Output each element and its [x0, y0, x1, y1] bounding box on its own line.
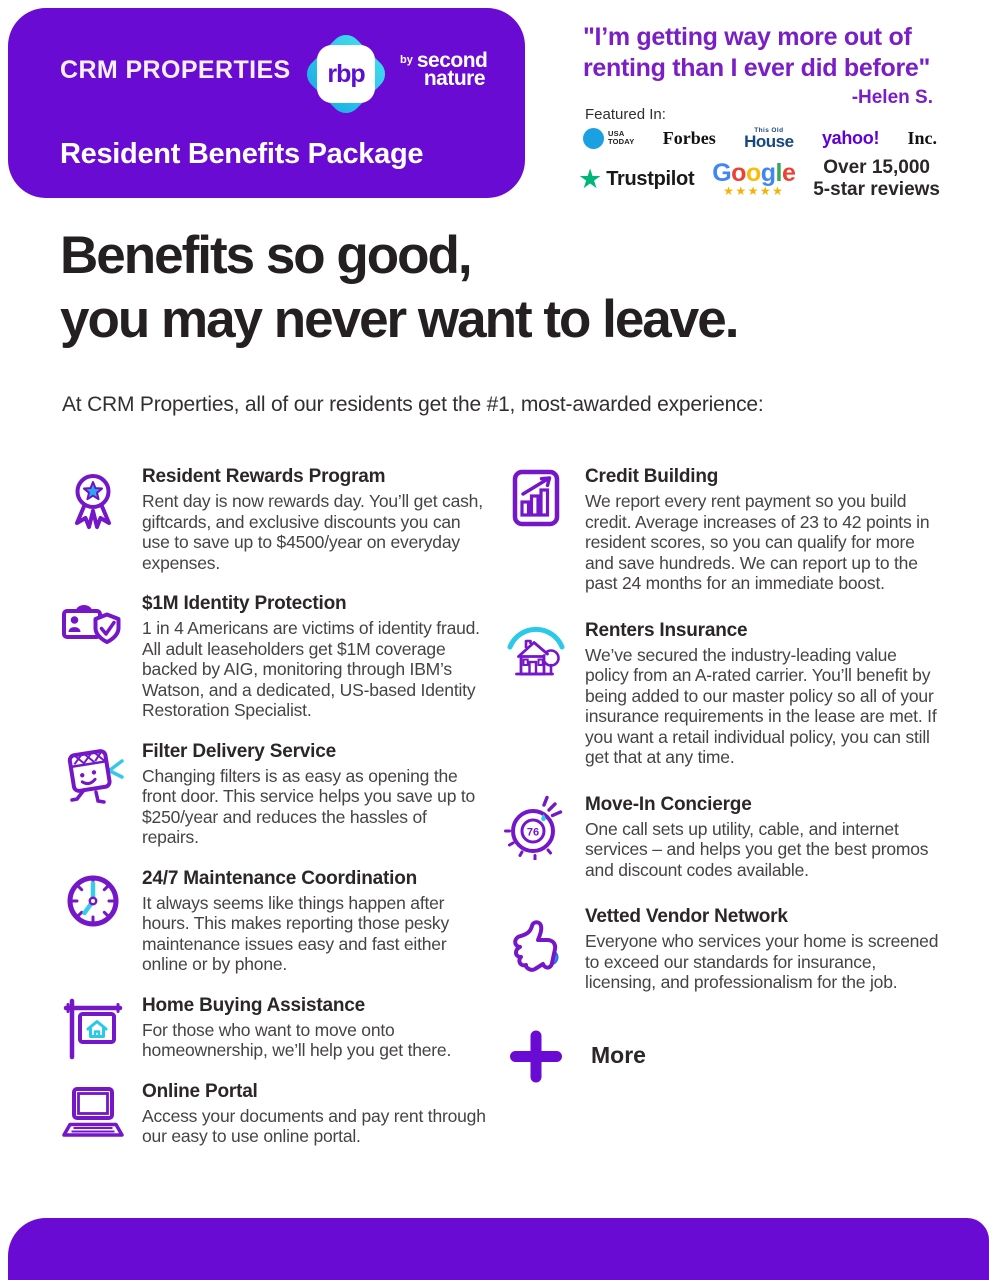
- benefit-item-identity-protection: [60, 593, 488, 721]
- benefit-desc: For those who want to move onto homeownership, we’ll help you get there.: [142, 1019, 452, 1060]
- benefit-title: Resident Rewards Program: [142, 466, 386, 487]
- benefit-item-resident-rewards: [60, 466, 488, 573]
- benefit-title: 24/7 Maintenance Coordination: [142, 867, 418, 889]
- google-letter: e: [781, 159, 796, 187]
- usa-today-logo: [583, 128, 634, 149]
- reviews-row: [578, 156, 940, 202]
- usa-today-line-2: TODAY: [608, 137, 635, 146]
- google-letter: o: [731, 159, 746, 187]
- more-benefits-row: [503, 1023, 939, 1089]
- testimonial-quote: [583, 22, 939, 109]
- benefit-title: Move-In Concierge: [585, 793, 752, 815]
- benefit-desc: Rent day is now rewards day. You’ll get cash, giftcards, and exclusive discounts you can use to save up to $4500/year on everyday expenses.: [142, 491, 483, 573]
- home-sign-icon: [60, 995, 126, 1061]
- review-count: [813, 157, 940, 201]
- benefit-title: Credit Building: [585, 466, 719, 487]
- svg-text:76: 76: [526, 826, 540, 838]
- rbp-badge: [317, 45, 375, 103]
- benefits-column-right: [503, 466, 939, 1089]
- second-nature-wordmark: [416, 49, 488, 90]
- benefit-title: Filter Delivery Service: [142, 740, 336, 762]
- brand-line-2: nature: [423, 67, 486, 90]
- benefit-desc: We’ve secured the industry-leading value policy from an A-rated carrier. You’ll benefit by being added to our master policy so all of your insurance requirements in the lease are met. If you want a retail individual policy, you can still get that at any time.: [585, 644, 937, 767]
- benefits-column-left: [60, 466, 488, 1147]
- benefit-item-renters-insurance: [503, 620, 939, 768]
- google-wordmark: [712, 161, 795, 185]
- benefit-title: Home Buying Assistance: [142, 994, 365, 1016]
- benefit-item-online-portal: [60, 1081, 488, 1147]
- benefit-desc: 1 in 4 Americans are victims of identity fraud. All adult leaseholders get $1M coverage backed by AIG, monitoring through IBM’s Watson, and a dedicated, US-based Identity Restoration Specialist.: [142, 618, 480, 720]
- benefit-item-move-in-concierge: [503, 794, 939, 881]
- benefit-item-home-buying: [60, 995, 488, 1061]
- package-title: Resident Benefits Package: [60, 138, 424, 170]
- header-card: [8, 8, 525, 198]
- thumbs-up-icon: [503, 906, 569, 972]
- more-label: More: [591, 1042, 646, 1068]
- benefit-title: $1M Identity Protection: [142, 593, 347, 614]
- headline-line-1: Benefits so good,: [60, 226, 471, 285]
- benefit-desc: It always seems like things happen after hours. This makes reporting those pesky maintenance issues easy and fast either online or by phone.: [142, 892, 450, 974]
- quote-line-1: "I’m getting way more out of: [583, 23, 912, 51]
- rbp-logo: [300, 28, 392, 120]
- benefit-item-credit-building: [503, 466, 939, 594]
- google-letter: o: [745, 159, 761, 187]
- google-letter: g: [760, 159, 776, 187]
- insured-house-icon: [503, 620, 569, 686]
- usa-today-circle-icon: [583, 128, 604, 149]
- benefit-item-maintenance: [60, 868, 488, 975]
- rbp-logo-text: rbp: [327, 59, 365, 88]
- quote-attribution: -Helen S.: [851, 87, 933, 108]
- benefit-desc: Changing filters is as easy as opening the front door. This service helps you save up to $250/year and reduces the hassles of repairs.: [142, 765, 476, 847]
- thermostat-icon: [503, 794, 569, 860]
- credit-chart-icon: [503, 466, 569, 532]
- usa-today-text: [608, 130, 634, 146]
- five-stars-icon: ★★★★★: [723, 184, 785, 198]
- inc-logo: Inc.: [907, 127, 937, 148]
- laptop-icon: [60, 1081, 126, 1147]
- footer-bar: [8, 1218, 989, 1280]
- benefit-item-vetted-vendors: [503, 906, 939, 993]
- second-nature-logo: [400, 49, 488, 90]
- this-old-house-logo: [744, 127, 793, 150]
- company-name: CRM PROPERTIES: [60, 56, 291, 84]
- press-logos-row: [583, 124, 937, 152]
- filter-box-icon: [60, 741, 126, 807]
- benefit-desc: One call sets up utility, cable, and internet services – and helps you get the best promos and discount codes available.: [585, 818, 929, 880]
- yahoo-logo: yahoo!: [821, 127, 880, 148]
- benefit-title: Online Portal: [142, 1080, 258, 1102]
- google-letter: l: [775, 159, 782, 187]
- plus-icon: [503, 1023, 569, 1089]
- benefit-title: Vetted Vendor Network: [585, 906, 788, 927]
- headline-line-2: you may never want to leave.: [60, 290, 738, 349]
- identity-shield-icon: [60, 593, 126, 659]
- review-count-line-1: Over 15,000: [823, 157, 930, 178]
- trustpilot-text: Trustpilot: [606, 167, 695, 190]
- quote-line-2: renting than I ever did before": [583, 54, 931, 82]
- benefit-desc: Access your documents and pay rent through our easy to use online portal.: [142, 1105, 486, 1146]
- by-label: by: [400, 54, 413, 66]
- google-logo: [712, 161, 795, 197]
- house-label: House: [744, 131, 794, 151]
- featured-in-label: Featured In:: [585, 106, 666, 123]
- subheadline: At CRM Properties, all of our residents get the #1, most-awarded experience:: [62, 393, 764, 416]
- usa-today-line-1: USA: [608, 129, 625, 138]
- trustpilot-star-icon: ★: [578, 163, 603, 194]
- google-letter: G: [712, 159, 732, 187]
- this-old-label: This Old: [754, 126, 784, 134]
- benefit-title: Renters Insurance: [585, 619, 748, 641]
- forbes-logo: Forbes: [662, 127, 716, 148]
- benefit-item-filter-delivery: [60, 741, 488, 848]
- trustpilot-logo: [578, 163, 695, 194]
- award-ribbon-icon: [60, 466, 126, 532]
- benefit-desc: We report every rent payment so you build credit. Average increases of 23 to 42 points in resident scores, so you can qualify for more and save hundreds. We can report up to the past 24 months for an immediate boost.: [585, 491, 930, 593]
- clock-icon: [60, 868, 126, 934]
- brand-line-1: second: [416, 49, 488, 72]
- review-count-line-2: 5-star reviews: [813, 179, 940, 200]
- main-headline: [60, 224, 737, 352]
- benefit-desc: Everyone who services your home is screened to exceed our standards for insurance, licensing, and professionalism for the job.: [585, 931, 939, 992]
